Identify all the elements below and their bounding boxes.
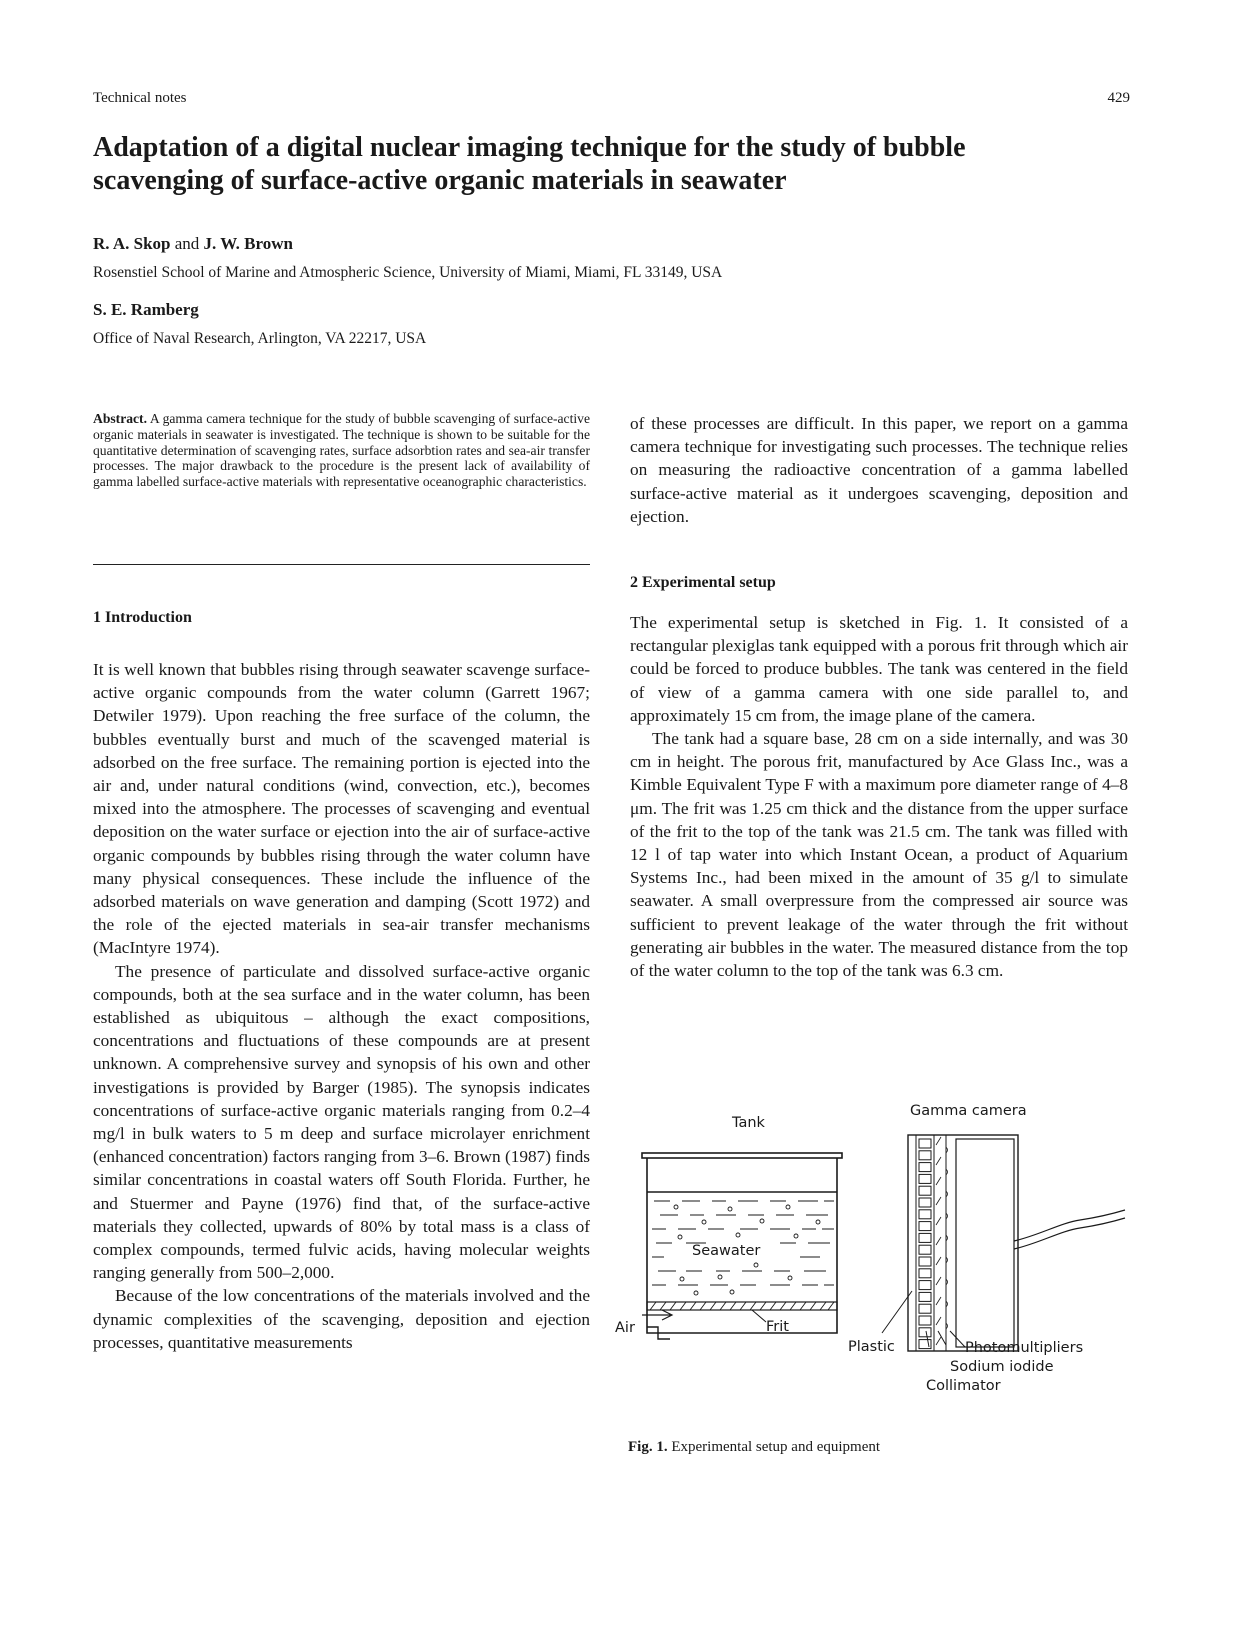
seawater-label: Seawater bbox=[692, 1243, 761, 1259]
photomultipliers-label: Photomultipliers bbox=[965, 1340, 1084, 1356]
collimator-cell bbox=[919, 1340, 931, 1349]
figure-caption-text: Experimental setup and equipment bbox=[671, 1439, 881, 1455]
authors-block bbox=[93, 234, 722, 348]
running-head: Technical notes bbox=[93, 90, 187, 106]
affiliation: Office of Naval Research, Arlington, VA 22217, USA bbox=[93, 330, 427, 347]
tank-lid bbox=[642, 1153, 842, 1158]
right-column-top bbox=[630, 412, 1128, 528]
paragraph: Because of the low concentrations of the materials involved and the dynamic complexities of the scavenging, deposition and ejection processes, quantitative measurements bbox=[93, 1286, 590, 1352]
section-heading-introduction: 1 Introduction bbox=[93, 609, 192, 626]
collimator-cell bbox=[919, 1292, 931, 1301]
collimator-cell bbox=[919, 1151, 931, 1160]
affiliation: Rosenstiel School of Marine and Atmospheric Science, University of Miami, Miami, FL 33149, USA bbox=[93, 264, 723, 281]
figure-caption bbox=[628, 1439, 880, 1456]
experimental-body bbox=[630, 611, 1128, 982]
collimator-cell bbox=[919, 1174, 931, 1183]
camera-housing bbox=[908, 1135, 1018, 1351]
collimator-cell bbox=[919, 1186, 931, 1195]
paragraph: The presence of particulate and dissolved surface-active organic compounds, both at the sea surface and in the water column, has been established as ubiquitous – although the exact compositions, concentrations and fluctuations of these compounds are at present unknown. A comprehensive survey and synopsis of his own and other investigations is provided by Barger (1985). The synopsis indicates concentrations of surface-active organic materials ranging from 0.2–4 mg/l in bulk waters to 5 m deep and surface microlayer enrichment (enhanced concentration) factors ranging from 3–6. Brown (1987) finds similar concentrations in coastal waters off South Florida. Further, he and Stuermer and Payne (1976) find that, of the surface-active materials they collected, upwards of 80% by total mass is a class of complex compounds, termed fulvic acids, having molecular weights ranging generally from 500–2,000. bbox=[93, 961, 590, 1283]
frit-hatching bbox=[650, 1302, 834, 1310]
figure-caption-label: Fig. 1. bbox=[628, 1439, 668, 1455]
collimator-cells bbox=[919, 1139, 931, 1349]
author-line-1 bbox=[93, 234, 722, 254]
collimator-cell bbox=[919, 1198, 931, 1207]
author-name: S. E. Ramberg bbox=[93, 300, 199, 319]
collimator-cell bbox=[919, 1257, 931, 1266]
sodium-iodide-hatching bbox=[936, 1137, 941, 1345]
collimator-cell bbox=[919, 1304, 931, 1313]
page-number: 429 bbox=[1107, 90, 1130, 106]
abstract-divider bbox=[93, 564, 590, 565]
frit-leader bbox=[752, 1310, 766, 1322]
abstract-label: Abstract. bbox=[93, 411, 147, 426]
paragraph: The tank had a square base, 28 cm on a side internally, and was 30 cm in height. The porous frit, manufactured by Ace Glass Inc., was a Kimble Equivalent Type F with a maximum pore diameter range of 4–8 μm. The frit was 1.25 cm thick and the distance from the upper surface of the frit to the top of the tank was 21.5 cm. The tank was filled with 12 l of tap water into which Instant Ocean, a product of Aquarium Systems Inc., had been mixed in the amount of 35 g/l to simulate seawater. A small overpressure from the compressed air source was sufficient to prevent leakage of the water through the frit without generating air bubbles in the water. The measured distance from the top of the water column to the top of the tank was 6.3 cm. bbox=[630, 729, 1128, 981]
paragraph: It is well known that bubbles rising through seawater scavenge surface-active organic compounds from the water column (Garrett 1967; Detwiler 1979). Upon reaching the free surface of the column, the bubbles eventually burst and much of the scavenged material is adsorbed on the free surface. The remaining portion is ejected into the air and, under natural conditions (wind, convection, etc.), becomes mixed into the atmosphere. The processes of scavenging and eventual deposition on the water surface or ejection into the air of surface-active organic compounds by bubbles rising through the water column have many physical consequences. These include the influence of the adsorbed materials on wave generation and damping (Scott 1972) and the role of the ejected materials in sea-air transfer mechanisms (MacIntyre 1974). bbox=[93, 660, 590, 958]
figure-1-diagram bbox=[615, 1095, 1130, 1430]
frit-label: Frit bbox=[766, 1319, 789, 1335]
introduction-body bbox=[93, 658, 590, 1354]
cable bbox=[1014, 1210, 1125, 1241]
abstract-text: A gamma camera technique for the study of bubble scavenging of surface-active organic materials in seawater is investigated. The technique is shown to be suitable for the quantitative determination of scavenging rates, surface adsorbtion rates and sea-air transfer processes. The major drawback to the procedure is the present lack of availability of gamma labelled surface-active materials with representative oceanographic characteristics. bbox=[93, 411, 590, 490]
collimator-cell bbox=[919, 1328, 931, 1337]
tank-label: Tank bbox=[732, 1115, 765, 1131]
collimator-cell bbox=[919, 1269, 931, 1278]
collimator-label: Collimator bbox=[926, 1378, 1001, 1394]
collimator-cell bbox=[919, 1222, 931, 1231]
collimator-leader bbox=[926, 1331, 929, 1347]
collimator-cell bbox=[919, 1281, 931, 1290]
collimator-cell bbox=[919, 1139, 931, 1148]
author-conjunction: and bbox=[174, 234, 200, 253]
gamma-camera-label: Gamma camera bbox=[910, 1103, 1027, 1119]
air-label: Air bbox=[615, 1320, 635, 1336]
section-heading-experimental: 2 Experimental setup bbox=[630, 574, 776, 591]
abstract bbox=[93, 411, 590, 490]
author-name: J. W. Brown bbox=[203, 234, 293, 253]
collimator-cell bbox=[919, 1233, 931, 1242]
plastic-label: Plastic bbox=[848, 1339, 895, 1355]
collimator-cell bbox=[919, 1245, 931, 1254]
paper-title: Adaptation of a digital nuclear imaging technique for the study of bubble scavenging of surface-active organic materials in seawater bbox=[93, 132, 966, 196]
paragraph: The experimental setup is sketched in Fig. 1. It consisted of a rectangular plexiglas tank equipped with a porous frit through which air could be forced to produce bubbles. The tank was centered in the field of view of a gamma camera with one side parallel to, and approximately 15 cm from, the image plane of the camera. bbox=[630, 613, 1128, 725]
collimator-cell bbox=[919, 1210, 931, 1219]
author-name: R. A. Skop bbox=[93, 234, 171, 253]
paragraph: of these processes are difficult. In this paper, we report on a gamma camera technique for investigating such processes. The technique relies on measuring the radioactive concentration of a gamma labelled surface-active material as it undergoes scavenging, deposition and ejection. bbox=[630, 414, 1128, 526]
author-line-2 bbox=[93, 300, 722, 320]
collimator-cell bbox=[919, 1163, 931, 1172]
collimator-cell bbox=[919, 1316, 931, 1325]
photomultipliers-leader bbox=[950, 1331, 965, 1347]
sodium-iodide-leader bbox=[938, 1331, 946, 1345]
photomultipliers-block bbox=[956, 1139, 1014, 1347]
sodium-iodide-label: Sodium iodide bbox=[950, 1359, 1054, 1375]
